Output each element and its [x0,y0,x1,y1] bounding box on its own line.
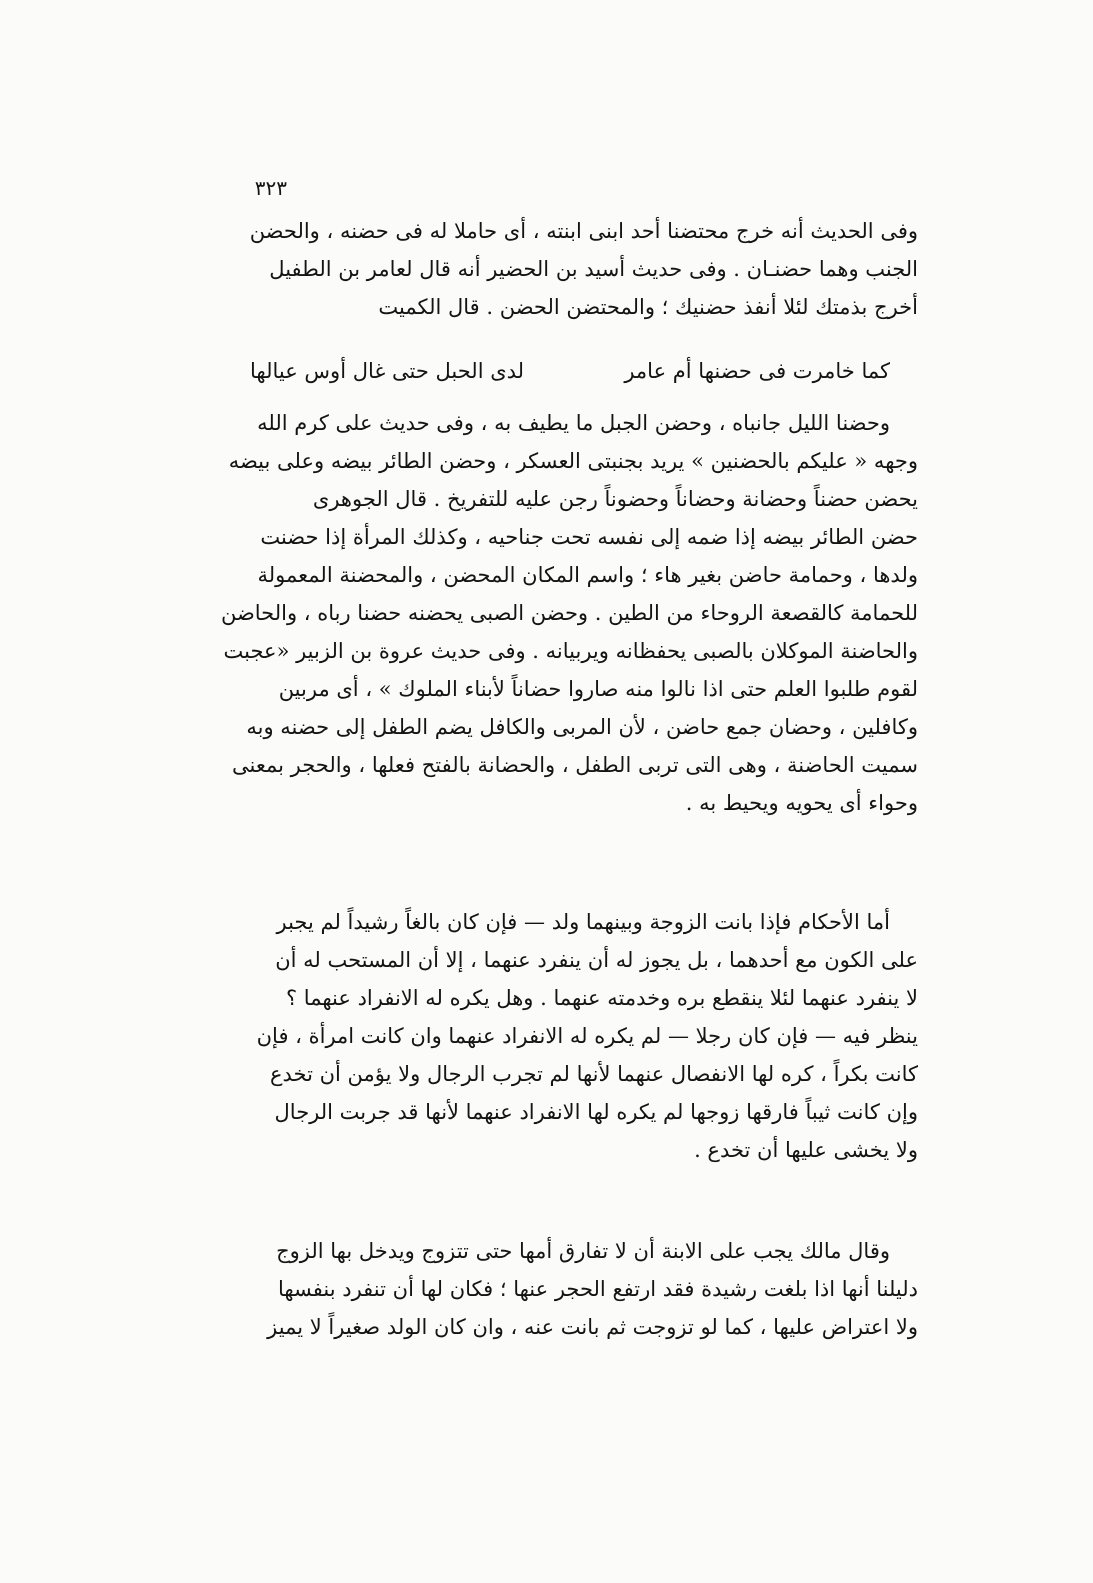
text-line: ينظر فيه — فإن كان رجلا — لم يكره له الانفراد عنهما وان كانت امرأة ، فإن [256,1024,918,1048]
paragraph-3 [218,903,918,1169]
text-line: وفى الحديث أنه خرج محتضنا أحد ابنى ابنته ، أى حاملا له فى حضنه ، والحضن [249,219,918,243]
text-line: يحضن حضناً وحضانة وحضاناً وحضوناً رجن عليه للتفريخ . قال الجوهرى [312,487,918,511]
text-line: والحاضنة الموكلان بالصبى يحفظانه ويربيانه . وفى حديث عروة بن الزبير «عجبت [223,639,918,663]
text-line: أخرج بذمتك لئلا أنفذ حضنيك ؛ والمحتضن الحضن . قال الكميت [378,295,918,319]
text-line: وكافلين ، وحضان جمع حاضن ، لأن المربى والكافل يضم الطفل إلى حضنه وبه [246,715,918,739]
verse-second-hemistich: لدى الحبل حتى غال أوس عيالها [250,359,525,383]
text-line: وجهه « عليكم بالحضنين » يريد بجنبتى العسكر ، وحضن الطائر بيضه وعلى بيضه [228,449,918,473]
text-line: وإن كانت ثيباً فارقها زوجها لم يكره لها الانفراد عنهما لأنها قد جربت الرجال [274,1100,918,1124]
text-line: وحواء أى يحويه ويحيط به . [685,791,918,815]
text-line: سميت الحاضنة ، وهى التى تربى الطفل ، والحضانة بالفتح فعلها ، والحجر بمعنى [231,753,918,777]
paragraph-1 [218,212,918,326]
text-line: لقوم طلبوا العلم حتى اذا نالوا منه صاروا حضاناً لأبناء الملوك » ، أى مربين [278,677,918,701]
text-line: وقال مالك يجب على الابنة أن لا تفارق أمها حتى تتزوج ويدخل بها الزوج [276,1239,890,1263]
text-line: حضن الطائر بيضه إذا ضمه إلى نفسه تحت جناحيه ، وكذلك المرأة إذا حضنت [260,525,918,549]
page-number: ٣٢٣ [254,176,287,200]
text-line: دليلنا أنها اذا بلغت رشيدة فقد ارتفع الحجر عنها ؛ فكان لها أن تنفرد بنفسها [277,1277,918,1301]
text-line: ولا اعتراض عليها ، كما لو تزوجت ثم بانت عنه ، وان كان الولد صغيراً لا يميز [267,1315,918,1339]
verse-first-hemistich: كما خامرت فى حضنها أم عامر [624,359,890,383]
text-line: ولدها ، وحمامة حاضن بغير هاء ؛ واسم المكان المحضن ، والمحضنة المعمولة [257,563,918,587]
text-line: لا ينفرد عنهما لئلا ينقطع بره وخدمته عنهما . وهل يكره له الانفراد عنهما ؟ [285,986,918,1010]
text-line: على الكون مع أحدهما ، بل يجوز له أن ينفرد عنهما ، إلا أن المستحب له أن [275,948,918,972]
text-line: ولا يخشى عليها أن تخدع . [694,1138,918,1162]
text-line: كانت بكراً ، كره لها الانفصال عنهما لأنها لم تجرب الرجال ولا يؤمن أن تخدع [270,1062,918,1086]
paragraph-2 [218,404,918,822]
text-line: الجنب وهما حضنـان . وفى حديث أسيد بن الحضير أنه قال لعامر بن الطفيل [269,257,918,281]
paragraph-4 [218,1232,918,1346]
text-line: وحضنا الليل جانباه ، وحضن الجبل ما يطيف به ، وفى حديث على كرم الله [257,411,890,435]
text-line: للحمامة كالقصعة الروحاء من الطين . وحضن الصبى يحضنه حضنا رباه ، والحاضن [220,601,918,625]
poetry-verse [250,351,890,391]
text-line: أما الأحكام فإذا بانت الزوجة وبينهما ولد — فإن كان بالغاً رشيداً لم يجبر [276,910,890,934]
